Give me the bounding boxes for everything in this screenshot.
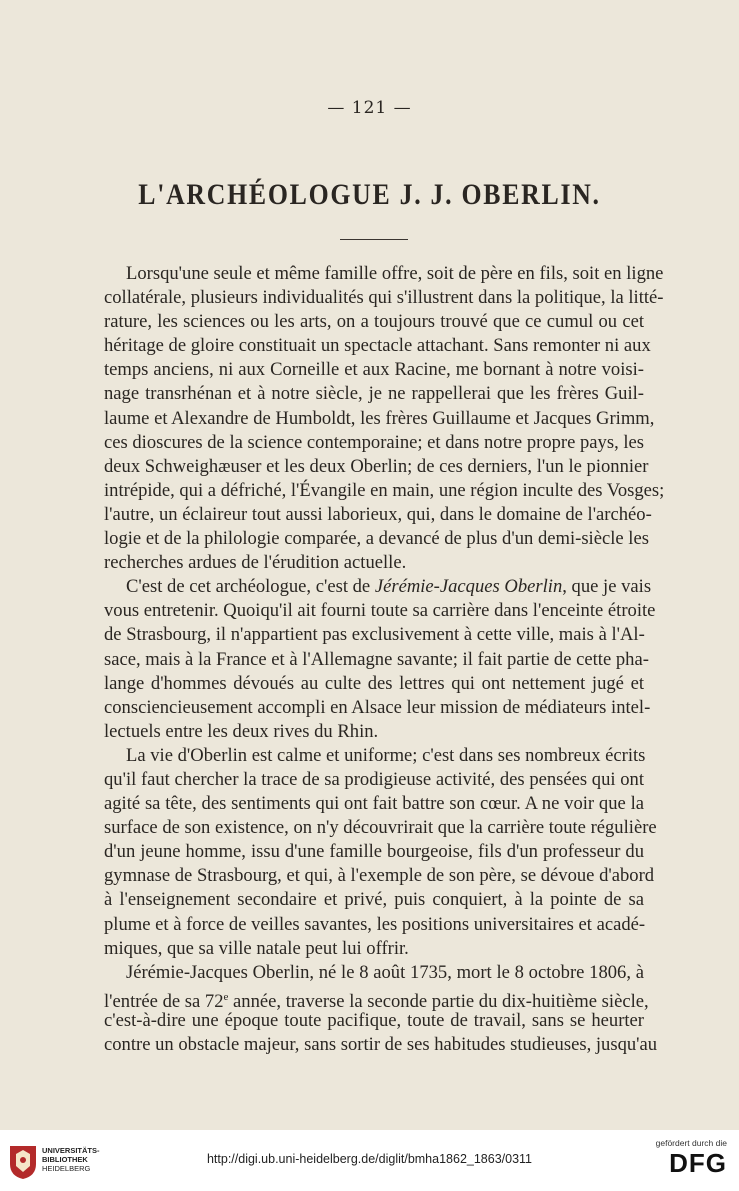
text-line bbox=[104, 768, 644, 792]
text-line-content: consciencieusement accompli en Alsace leur mission de médiateurs intel- bbox=[104, 696, 651, 718]
text-line bbox=[104, 1009, 644, 1033]
text-line-content: à l'enseignement secondaire et privé, puis conquiert, à la pointe de sa bbox=[104, 889, 644, 911]
source-url-link[interactable]: http://digi.ub.uni-heidelberg.de/diglit/bmha1862_1863/0311 bbox=[206, 1152, 533, 1166]
text-line-content: nage transrhénan et à notre siècle, je ne rappellerai que les frères Guil- bbox=[104, 383, 644, 405]
text-line bbox=[104, 672, 644, 696]
text-line-content: d'un jeune homme, issu d'une famille bourgeoise, fils d'un professeur du bbox=[104, 841, 644, 863]
ordinal-superscript: e bbox=[223, 990, 229, 1003]
text-line-content: héritage de gloire constituait un spectacle attachant. Sans remonter ni aux bbox=[104, 335, 651, 357]
text-line-content: rature, les sciences ou les arts, on a toujours trouvé que ce cumul ou cet bbox=[104, 311, 644, 333]
text-line-content: deux Schweighæuser et les deux Oberlin; de ces derniers, l'un le pionnier bbox=[104, 455, 649, 477]
text-line-content: laume et Alexandre de Humboldt, les frères Guillaume et Jacques Grimm, bbox=[104, 407, 655, 429]
text-line bbox=[104, 407, 655, 431]
text-line-content: lectuels entre les deux rives du Rhin. bbox=[104, 720, 379, 742]
text-line bbox=[104, 551, 644, 575]
text-line-content: La vie d'Oberlin est calme et uniforme; c'est dans ses nombreux écrits bbox=[126, 744, 646, 766]
text-line-content: collatérale, plusieurs individualités qui s'illustrent dans la politique, la litté- bbox=[104, 287, 664, 309]
text-line-content: de Strasbourg, il n'appartient pas exclusivement à cette ville, mais à l'Al- bbox=[104, 624, 645, 646]
text-line-content: recherches ardues de l'érudition actuelle. bbox=[104, 552, 407, 574]
text-line-content: l'autre, un éclaireur tout aussi laborieux, qui, dans le domaine de l'archéo- bbox=[104, 503, 652, 525]
text-line bbox=[104, 503, 652, 527]
text-line-content: miques, que sa ville natale peut lui offrir. bbox=[104, 937, 409, 959]
text-line bbox=[104, 1033, 658, 1057]
text-line bbox=[104, 961, 644, 985]
text-line-content: vous entretenir. Quoiqu'il ait fourni toute sa carrière dans l'enceinte étroite bbox=[104, 600, 656, 622]
text-line bbox=[104, 431, 644, 455]
text-line-content: agité sa tête, des sentiments qui ont fait battre son cœur. A ne voir que la bbox=[104, 793, 644, 815]
text-line bbox=[104, 985, 649, 1012]
text-line-content: gymnase de Strasbourg, et qui, à l'exemple de son père, se dévoue d'abord bbox=[104, 865, 655, 887]
library-name-line-1: UNIVERSITÄTS- bbox=[42, 1146, 100, 1155]
text-line-content: année, traverse la seconde partie du dix-huitième siècle, bbox=[228, 991, 649, 1012]
text-line bbox=[104, 937, 644, 961]
italic-name: Jérémie-Jacques Oberlin bbox=[374, 576, 563, 598]
text-line bbox=[104, 599, 656, 623]
text-line bbox=[104, 840, 644, 864]
page-number: — 121 — bbox=[327, 98, 412, 118]
text-line-content: Lorsqu'une seule et même famille offre, soit de père en fils, soit en ligne bbox=[126, 263, 664, 284]
text-line bbox=[104, 382, 644, 406]
text-line bbox=[104, 479, 665, 503]
text-line bbox=[104, 455, 649, 479]
text-line bbox=[104, 816, 657, 840]
text-line-content: temps anciens, ni aux Corneille et aux Racine, me bornant à notre voisi- bbox=[104, 359, 644, 381]
text-line bbox=[104, 310, 644, 334]
text-line-content: l'entrée de sa 72 bbox=[104, 991, 224, 1012]
text-line-content: Jérémie-Jacques Oberlin, né le 8 août 1735, mort le 8 octobre 1806, à bbox=[126, 961, 644, 983]
dfg-wordmark: DFG bbox=[669, 1148, 727, 1178]
text-line bbox=[104, 286, 664, 310]
text-line-content: C'est de cet archéologue, c'est de bbox=[126, 576, 375, 598]
text-line-content: intrépide, qui a défriché, l'Évangile en main, une région inculte des Vosges; bbox=[104, 479, 665, 501]
text-line bbox=[104, 888, 644, 912]
text-line-content: logie et de la philologie comparée, a devancé de plus d'un demi-siècle les bbox=[104, 528, 649, 550]
text-line bbox=[104, 623, 644, 647]
text-line-content: c'est-à-dire une époque toute pacifique, toute de travail, sans se heurter bbox=[104, 1009, 644, 1031]
text-line-content: plume et à force de veilles savantes, les positions universitaires et acadé- bbox=[104, 913, 646, 935]
text-line-content: lange d'hommes dévoués au culte des lettres qui ont nettement jugé et bbox=[104, 672, 644, 694]
library-name-line-2: BIBLIOTHEK bbox=[42, 1155, 88, 1164]
text-line-content: contre un obstacle majeur, sans sortir de ses habitudes studieuses, jusqu'au bbox=[104, 1034, 658, 1055]
text-line bbox=[104, 720, 644, 744]
text-line bbox=[104, 334, 651, 358]
footer-bar bbox=[0, 1130, 739, 1191]
dfg-logo[interactable] bbox=[637, 1138, 727, 1178]
text-line bbox=[104, 358, 644, 382]
text-line bbox=[104, 527, 649, 551]
text-line bbox=[104, 575, 652, 599]
text-line bbox=[104, 648, 649, 672]
article-title: L'ARCHÉOLOGUE J. J. OBERLIN. bbox=[138, 178, 601, 211]
funding-note: gefördert durch die bbox=[655, 1138, 727, 1148]
text-line bbox=[104, 864, 655, 888]
text-line-content: ces dioscures de la science contemporaine; et dans notre propre pays, les bbox=[104, 431, 645, 453]
text-line-content: qu'il faut chercher la trace de sa prodigieuse activité, des pensées qui ont bbox=[104, 768, 644, 790]
text-line bbox=[104, 913, 644, 937]
text-line bbox=[104, 262, 664, 286]
title-divider bbox=[340, 239, 408, 240]
text-line-content: , que je vais bbox=[562, 576, 652, 598]
text-line bbox=[104, 744, 644, 768]
text-line bbox=[104, 696, 651, 720]
library-name-line-3: HEIDELBERG bbox=[42, 1164, 91, 1173]
text-line-content: surface de son existence, on n'y découvrirait que la carrière toute régulière bbox=[104, 817, 657, 839]
body-text bbox=[104, 262, 665, 1057]
text-line-content: sace, mais à la France et à l'Allemagne savante; il fait partie de cette pha- bbox=[104, 648, 649, 670]
text-line bbox=[104, 792, 644, 816]
